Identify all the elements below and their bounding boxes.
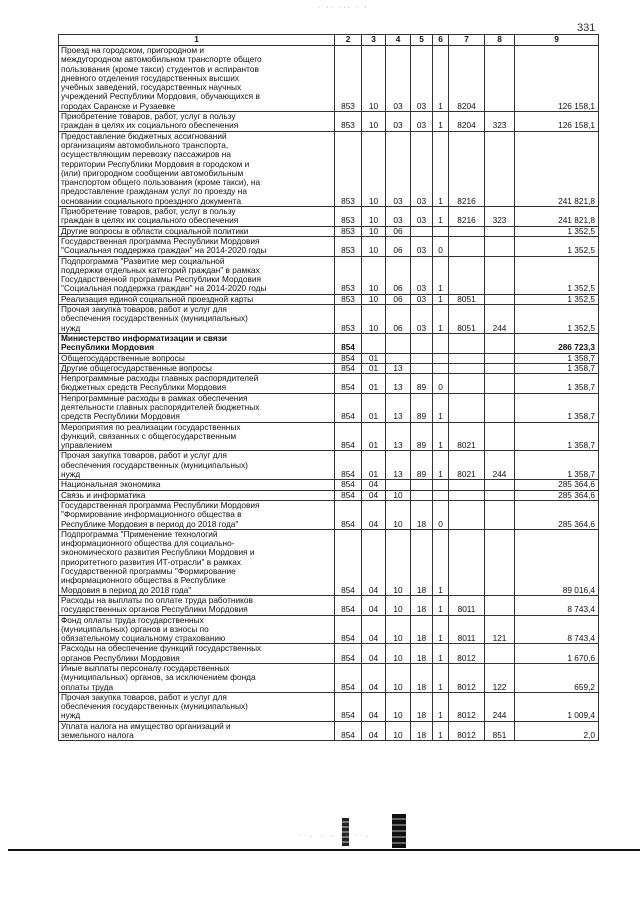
admin-code-cell: 854 xyxy=(335,333,362,353)
amount-cell: 1 009,4 xyxy=(515,692,599,721)
table-row xyxy=(59,480,599,490)
section-code-cell: 04 xyxy=(362,721,386,741)
section-code-cell: 10 xyxy=(362,112,386,132)
target-article-cell xyxy=(449,480,485,490)
admin-code-cell: 854 xyxy=(335,721,362,741)
row-name-cell: Министерство информатизации и связи Республики Мордовия xyxy=(59,333,335,353)
amount-cell: 1 352,5 xyxy=(515,305,599,334)
amount-cell: 241 821,8 xyxy=(515,207,599,227)
subsection-code-cell xyxy=(386,480,411,490)
table-row xyxy=(59,46,599,112)
amount-cell: 1 352,5 xyxy=(515,256,599,294)
row-name-cell: Реализация единой социальной проездной карты xyxy=(59,294,335,304)
subprogram-code-cell xyxy=(433,333,449,353)
subprogram-code-cell: 1 xyxy=(433,46,449,112)
expense-type-cell xyxy=(485,422,515,451)
page-number: 331 xyxy=(577,22,596,34)
subprogram-code-cell: 1 xyxy=(433,256,449,294)
table-row xyxy=(59,112,599,132)
table-row xyxy=(59,595,599,615)
target-article-cell xyxy=(449,256,485,294)
subprogram-code-cell: 1 xyxy=(433,305,449,334)
admin-code-cell: 853 xyxy=(335,294,362,304)
amount-cell: 2,0 xyxy=(515,721,599,741)
expense-type-cell xyxy=(485,500,515,529)
table-row xyxy=(59,692,599,721)
amount-cell: 1 670,6 xyxy=(515,644,599,664)
program-code-cell: 18 xyxy=(411,529,433,595)
amount-cell: 126 158,1 xyxy=(515,46,599,112)
table-row xyxy=(59,451,599,480)
subprogram-code-cell: 1 xyxy=(433,131,449,206)
admin-code-cell: 853 xyxy=(335,112,362,132)
subprogram-code-cell xyxy=(433,226,449,236)
target-article-cell xyxy=(449,393,485,422)
program-code-cell xyxy=(411,363,433,373)
expense-type-cell xyxy=(485,374,515,394)
budget-table xyxy=(58,34,599,741)
target-article-cell: 8021 xyxy=(449,422,485,451)
subprogram-code-cell xyxy=(433,353,449,363)
amount-cell: 1 352,5 xyxy=(515,294,599,304)
amount-cell: 1 358,7 xyxy=(515,374,599,394)
amount-cell: 659,2 xyxy=(515,664,599,693)
target-article-cell: 8051 xyxy=(449,305,485,334)
row-name-cell: Приобретение товаров, работ, услуг в пользу граждан в целях их социального обеспечения xyxy=(59,207,335,227)
target-article-cell: 8051 xyxy=(449,294,485,304)
expense-type-cell: 244 xyxy=(485,692,515,721)
program-code-cell: 03 xyxy=(411,131,433,206)
amount-cell: 1 358,7 xyxy=(515,422,599,451)
admin-code-cell: 853 xyxy=(335,226,362,236)
subsection-code-cell xyxy=(386,333,411,353)
row-name-cell: Уплата налога на имущество организаций и земельного налога xyxy=(59,721,335,741)
subprogram-code-cell: 1 xyxy=(433,721,449,741)
table-header-row xyxy=(59,35,599,46)
subprogram-code-cell: 1 xyxy=(433,112,449,132)
subsection-code-cell: 06 xyxy=(386,305,411,334)
subsection-code-cell: 06 xyxy=(386,294,411,304)
column-header: 7 xyxy=(449,35,485,46)
expense-type-cell xyxy=(485,131,515,206)
subprogram-code-cell: 1 xyxy=(433,664,449,693)
section-code-cell: 01 xyxy=(362,393,386,422)
admin-code-cell: 854 xyxy=(335,374,362,394)
subsection-code-cell: 06 xyxy=(386,236,411,256)
subsection-code-cell: 10 xyxy=(386,644,411,664)
expense-type-cell xyxy=(485,480,515,490)
subsection-code-cell: 10 xyxy=(386,500,411,529)
admin-code-cell: 853 xyxy=(335,236,362,256)
row-name-cell: Подпрограмма "Развитие мер социальной поддержки отдельных категорий граждан" в рамках Государственной программы Республики Мордовия "Социальная поддержка граждан" на 2014-2020 годы xyxy=(59,256,335,294)
target-article-cell: 8011 xyxy=(449,615,485,644)
target-article-cell xyxy=(449,236,485,256)
subsection-code-cell xyxy=(386,353,411,363)
amount-cell: 89 016,4 xyxy=(515,529,599,595)
table-body xyxy=(59,46,599,741)
target-article-cell: 8216 xyxy=(449,207,485,227)
table-row xyxy=(59,490,599,500)
target-article-cell xyxy=(449,490,485,500)
expense-type-cell xyxy=(485,529,515,595)
admin-code-cell: 854 xyxy=(335,422,362,451)
admin-code-cell: 854 xyxy=(335,500,362,529)
amount-cell: 1 358,7 xyxy=(515,393,599,422)
program-code-cell: 03 xyxy=(411,256,433,294)
admin-code-cell: 854 xyxy=(335,529,362,595)
section-code-cell: 04 xyxy=(362,664,386,693)
section-code-cell: 10 xyxy=(362,305,386,334)
target-article-cell xyxy=(449,333,485,353)
target-article-cell: 8011 xyxy=(449,595,485,615)
program-code-cell: 89 xyxy=(411,422,433,451)
subsection-code-cell: 10 xyxy=(386,490,411,500)
amount-cell: 1 352,5 xyxy=(515,236,599,256)
subsection-code-cell: 10 xyxy=(386,529,411,595)
table-row xyxy=(59,333,599,353)
section-code-cell: 01 xyxy=(362,353,386,363)
subprogram-code-cell xyxy=(433,480,449,490)
program-code-cell xyxy=(411,333,433,353)
row-name-cell: Прочая закупка товаров, работ и услуг для обеспечения государственных (муниципальных) нужд xyxy=(59,451,335,480)
program-code-cell: 89 xyxy=(411,374,433,394)
table-row xyxy=(59,615,599,644)
table-row xyxy=(59,294,599,304)
subprogram-code-cell: 1 xyxy=(433,615,449,644)
amount-cell: 8 743,4 xyxy=(515,595,599,615)
expense-type-cell xyxy=(485,644,515,664)
row-name-cell: Проезд на городском, пригородном и междугородном автомобильном транспорте общего пользования (кроме такси) студентов и аспирантов дневного отделения государственных высших учебных заведений, государственных научных учреждений Республики Мордовия, обучающихся в городах Саранске и Рузаевке xyxy=(59,46,335,112)
row-name-cell: Мероприятия по реализации государственных функций, связанных с общегосударственным управлением xyxy=(59,422,335,451)
target-article-cell: 8021 xyxy=(449,451,485,480)
subsection-code-cell: 13 xyxy=(386,363,411,373)
program-code-cell: 18 xyxy=(411,644,433,664)
subprogram-code-cell xyxy=(433,363,449,373)
table-row xyxy=(59,644,599,664)
admin-code-cell: 854 xyxy=(335,615,362,644)
subprogram-code-cell: 1 xyxy=(433,644,449,664)
section-code-cell: 10 xyxy=(362,236,386,256)
expense-type-cell: 323 xyxy=(485,112,515,132)
subprogram-code-cell: 1 xyxy=(433,451,449,480)
expense-type-cell: 244 xyxy=(485,305,515,334)
section-code-cell: 04 xyxy=(362,480,386,490)
program-code-cell: 89 xyxy=(411,393,433,422)
admin-code-cell: 854 xyxy=(335,451,362,480)
row-name-cell: Иные выплаты персоналу государственных (муниципальных) органов, за исключением фонда оплаты труда xyxy=(59,664,335,693)
subprogram-code-cell: 1 xyxy=(433,393,449,422)
program-code-cell: 18 xyxy=(411,721,433,741)
program-code-cell: 03 xyxy=(411,236,433,256)
table-row xyxy=(59,529,599,595)
table-row xyxy=(59,226,599,236)
page-bottom-rule xyxy=(8,849,640,851)
table-row xyxy=(59,721,599,741)
table-row xyxy=(59,305,599,334)
column-header: 1 xyxy=(59,35,335,46)
subprogram-code-cell: 1 xyxy=(433,529,449,595)
amount-cell: 1 358,7 xyxy=(515,363,599,373)
target-article-cell xyxy=(449,529,485,595)
table-row xyxy=(59,363,599,373)
amount-cell: 286 723,3 xyxy=(515,333,599,353)
subsection-code-cell: 10 xyxy=(386,595,411,615)
amount-cell: 285 364,6 xyxy=(515,490,599,500)
section-code-cell: 04 xyxy=(362,529,386,595)
section-code-cell: 10 xyxy=(362,226,386,236)
table-row xyxy=(59,500,599,529)
expense-type-cell: 851 xyxy=(485,721,515,741)
section-code-cell: 10 xyxy=(362,256,386,294)
subsection-code-cell: 13 xyxy=(386,393,411,422)
admin-code-cell: 854 xyxy=(335,595,362,615)
subprogram-code-cell: 1 xyxy=(433,294,449,304)
expense-type-cell xyxy=(485,393,515,422)
admin-code-cell: 853 xyxy=(335,46,362,112)
section-code-cell: 04 xyxy=(362,595,386,615)
program-code-cell: 18 xyxy=(411,664,433,693)
section-code-cell: 04 xyxy=(362,490,386,500)
program-code-cell: 03 xyxy=(411,207,433,227)
amount-cell: 241 821,8 xyxy=(515,131,599,206)
admin-code-cell: 854 xyxy=(335,664,362,693)
program-code-cell: 03 xyxy=(411,305,433,334)
section-code-cell: 10 xyxy=(362,207,386,227)
row-name-cell: Расходы на обеспечение функций государственных органов Республики Мордовия xyxy=(59,644,335,664)
scan-artifact xyxy=(392,814,406,848)
amount-cell: 126 158,1 xyxy=(515,112,599,132)
amount-cell: 1 358,7 xyxy=(515,451,599,480)
amount-cell: 8 743,4 xyxy=(515,615,599,644)
section-code-cell: 10 xyxy=(362,294,386,304)
subsection-code-cell: 13 xyxy=(386,374,411,394)
target-article-cell xyxy=(449,353,485,363)
program-code-cell: 03 xyxy=(411,294,433,304)
row-name-cell: Непрограммные расходы главных распорядителей бюджетных средств Республики Мордовия xyxy=(59,374,335,394)
admin-code-cell: 853 xyxy=(335,305,362,334)
target-article-cell xyxy=(449,374,485,394)
subsection-code-cell: 03 xyxy=(386,207,411,227)
subprogram-code-cell: 1 xyxy=(433,422,449,451)
table-row xyxy=(59,353,599,363)
target-article-cell xyxy=(449,500,485,529)
admin-code-cell: 853 xyxy=(335,256,362,294)
target-article-cell: 8012 xyxy=(449,664,485,693)
table-row xyxy=(59,393,599,422)
target-article-cell: 8204 xyxy=(449,112,485,132)
target-article-cell xyxy=(449,363,485,373)
subprogram-code-cell: 1 xyxy=(433,692,449,721)
program-code-cell: 18 xyxy=(411,595,433,615)
program-code-cell: 18 xyxy=(411,500,433,529)
subprogram-code-cell: 0 xyxy=(433,500,449,529)
expense-type-cell: 122 xyxy=(485,664,515,693)
scan-speckles: · . · . ·· · . xyxy=(300,832,372,839)
admin-code-cell: 853 xyxy=(335,131,362,206)
target-article-cell: 8012 xyxy=(449,644,485,664)
table-row xyxy=(59,374,599,394)
subsection-code-cell: 06 xyxy=(386,226,411,236)
expense-type-cell xyxy=(485,595,515,615)
subprogram-code-cell: 1 xyxy=(433,595,449,615)
row-name-cell: Фонд оплаты труда государственных (муниципальных) органов и взносы по обязательному социальному страхованию xyxy=(59,615,335,644)
expense-type-cell xyxy=(485,256,515,294)
section-code-cell: 01 xyxy=(362,374,386,394)
admin-code-cell: 854 xyxy=(335,363,362,373)
subsection-code-cell: 03 xyxy=(386,131,411,206)
admin-code-cell: 854 xyxy=(335,393,362,422)
amount-cell: 285 364,6 xyxy=(515,500,599,529)
program-code-cell xyxy=(411,353,433,363)
section-code-cell: 01 xyxy=(362,363,386,373)
expense-type-cell xyxy=(485,46,515,112)
admin-code-cell: 854 xyxy=(335,644,362,664)
expense-type-cell: 323 xyxy=(485,207,515,227)
table-row xyxy=(59,422,599,451)
admin-code-cell: 854 xyxy=(335,490,362,500)
section-code-cell: 04 xyxy=(362,644,386,664)
table-row xyxy=(59,664,599,693)
subprogram-code-cell: 1 xyxy=(433,207,449,227)
section-code-cell: 10 xyxy=(362,46,386,112)
subsection-code-cell: 13 xyxy=(386,422,411,451)
row-name-cell: Общегосударственные вопросы xyxy=(59,353,335,363)
program-code-cell xyxy=(411,226,433,236)
admin-code-cell: 854 xyxy=(335,692,362,721)
section-code-cell: 04 xyxy=(362,500,386,529)
program-code-cell xyxy=(411,480,433,490)
target-article-cell: 8012 xyxy=(449,692,485,721)
admin-code-cell: 854 xyxy=(335,480,362,490)
subprogram-code-cell: 0 xyxy=(433,374,449,394)
subsection-code-cell: 10 xyxy=(386,664,411,693)
section-code-cell: 04 xyxy=(362,615,386,644)
column-header: 2 xyxy=(335,35,362,46)
row-name-cell: Другие общегосударственные вопросы xyxy=(59,363,335,373)
row-name-cell: Прочая закупка товаров, работ и услуг для обеспечения государственных (муниципальных) нужд xyxy=(59,305,335,334)
section-code-cell: 01 xyxy=(362,422,386,451)
scan-marks: · ·· ··· · · xyxy=(318,4,369,11)
subsection-code-cell: 03 xyxy=(386,46,411,112)
row-name-cell: Предоставление бюджетных ассигнований организациям автомобильного транспорта, осуществляющим перевозку пассажиров на территории Республики Мордовия в городском и (или) пригородном сообщении автомобильным транспортом общего пользования (кроме такси), на предоставление гражданам услуг по проезду на основании социального проездного документа xyxy=(59,131,335,206)
subsection-code-cell: 06 xyxy=(386,256,411,294)
program-code-cell: 18 xyxy=(411,615,433,644)
amount-cell: 285 364,6 xyxy=(515,480,599,490)
section-code-cell xyxy=(362,333,386,353)
target-article-cell: 8012 xyxy=(449,721,485,741)
row-name-cell: Связь и информатика xyxy=(59,490,335,500)
program-code-cell: 18 xyxy=(411,692,433,721)
admin-code-cell: 853 xyxy=(335,207,362,227)
expense-type-cell xyxy=(485,490,515,500)
section-code-cell: 01 xyxy=(362,451,386,480)
subprogram-code-cell: 0 xyxy=(433,236,449,256)
expense-type-cell xyxy=(485,236,515,256)
row-name-cell: Другие вопросы в области социальной политики xyxy=(59,226,335,236)
row-name-cell: Государственная программа Республики Мордовия "Формирование информационного общества в Республике Мордовия в период до 2018 года" xyxy=(59,500,335,529)
subsection-code-cell: 10 xyxy=(386,721,411,741)
column-header: 5 xyxy=(411,35,433,46)
target-article-cell: 8204 xyxy=(449,46,485,112)
row-name-cell: Подпрограмма "Применение технологий информационного общества для социально- экономического развития Республики Мордовия и приоритетного развития ИТ-отрасли" в рамках Государственной программы "Формирование информационного общества в Республике Мордовия в период до 2018 года" xyxy=(59,529,335,595)
target-article-cell xyxy=(449,226,485,236)
expense-type-cell xyxy=(485,353,515,363)
subprogram-code-cell xyxy=(433,490,449,500)
expense-type-cell xyxy=(485,333,515,353)
admin-code-cell: 854 xyxy=(335,353,362,363)
table-row xyxy=(59,207,599,227)
table-row xyxy=(59,256,599,294)
column-header: 6 xyxy=(433,35,449,46)
section-code-cell: 10 xyxy=(362,131,386,206)
amount-cell: 1 352,5 xyxy=(515,226,599,236)
expense-type-cell: 244 xyxy=(485,451,515,480)
program-code-cell: 03 xyxy=(411,46,433,112)
subsection-code-cell: 13 xyxy=(386,451,411,480)
column-header: 8 xyxy=(485,35,515,46)
row-name-cell: Национальная экономика xyxy=(59,480,335,490)
expense-type-cell xyxy=(485,363,515,373)
column-header: 4 xyxy=(386,35,411,46)
subsection-code-cell: 03 xyxy=(386,112,411,132)
section-code-cell: 04 xyxy=(362,692,386,721)
row-name-cell: Расходы на выплаты по оплате труда работников государственных органов Республики Мордовия xyxy=(59,595,335,615)
program-code-cell: 03 xyxy=(411,112,433,132)
row-name-cell: Государственная программа Республики Мордовия "Социальная поддержка граждан" на 2014-2020 годы xyxy=(59,236,335,256)
table-row xyxy=(59,236,599,256)
amount-cell: 1 358,7 xyxy=(515,353,599,363)
row-name-cell: Прочая закупка товаров, работ и услуг для обеспечения государственных (муниципальных) нужд xyxy=(59,692,335,721)
subsection-code-cell: 10 xyxy=(386,615,411,644)
row-name-cell: Приобретение товаров, работ, услуг в пользу граждан в целях их социального обеспечения xyxy=(59,112,335,132)
program-code-cell xyxy=(411,490,433,500)
target-article-cell: 8216 xyxy=(449,131,485,206)
column-header: 3 xyxy=(362,35,386,46)
column-header: 9 xyxy=(515,35,599,46)
expense-type-cell xyxy=(485,226,515,236)
subsection-code-cell: 10 xyxy=(386,692,411,721)
program-code-cell: 89 xyxy=(411,451,433,480)
row-name-cell: Непрограммные расходы в рамках обеспечения деятельности главных распорядителей бюджетных средств Республики Мордовия xyxy=(59,393,335,422)
expense-type-cell xyxy=(485,294,515,304)
expense-type-cell: 121 xyxy=(485,615,515,644)
table-row xyxy=(59,131,599,206)
